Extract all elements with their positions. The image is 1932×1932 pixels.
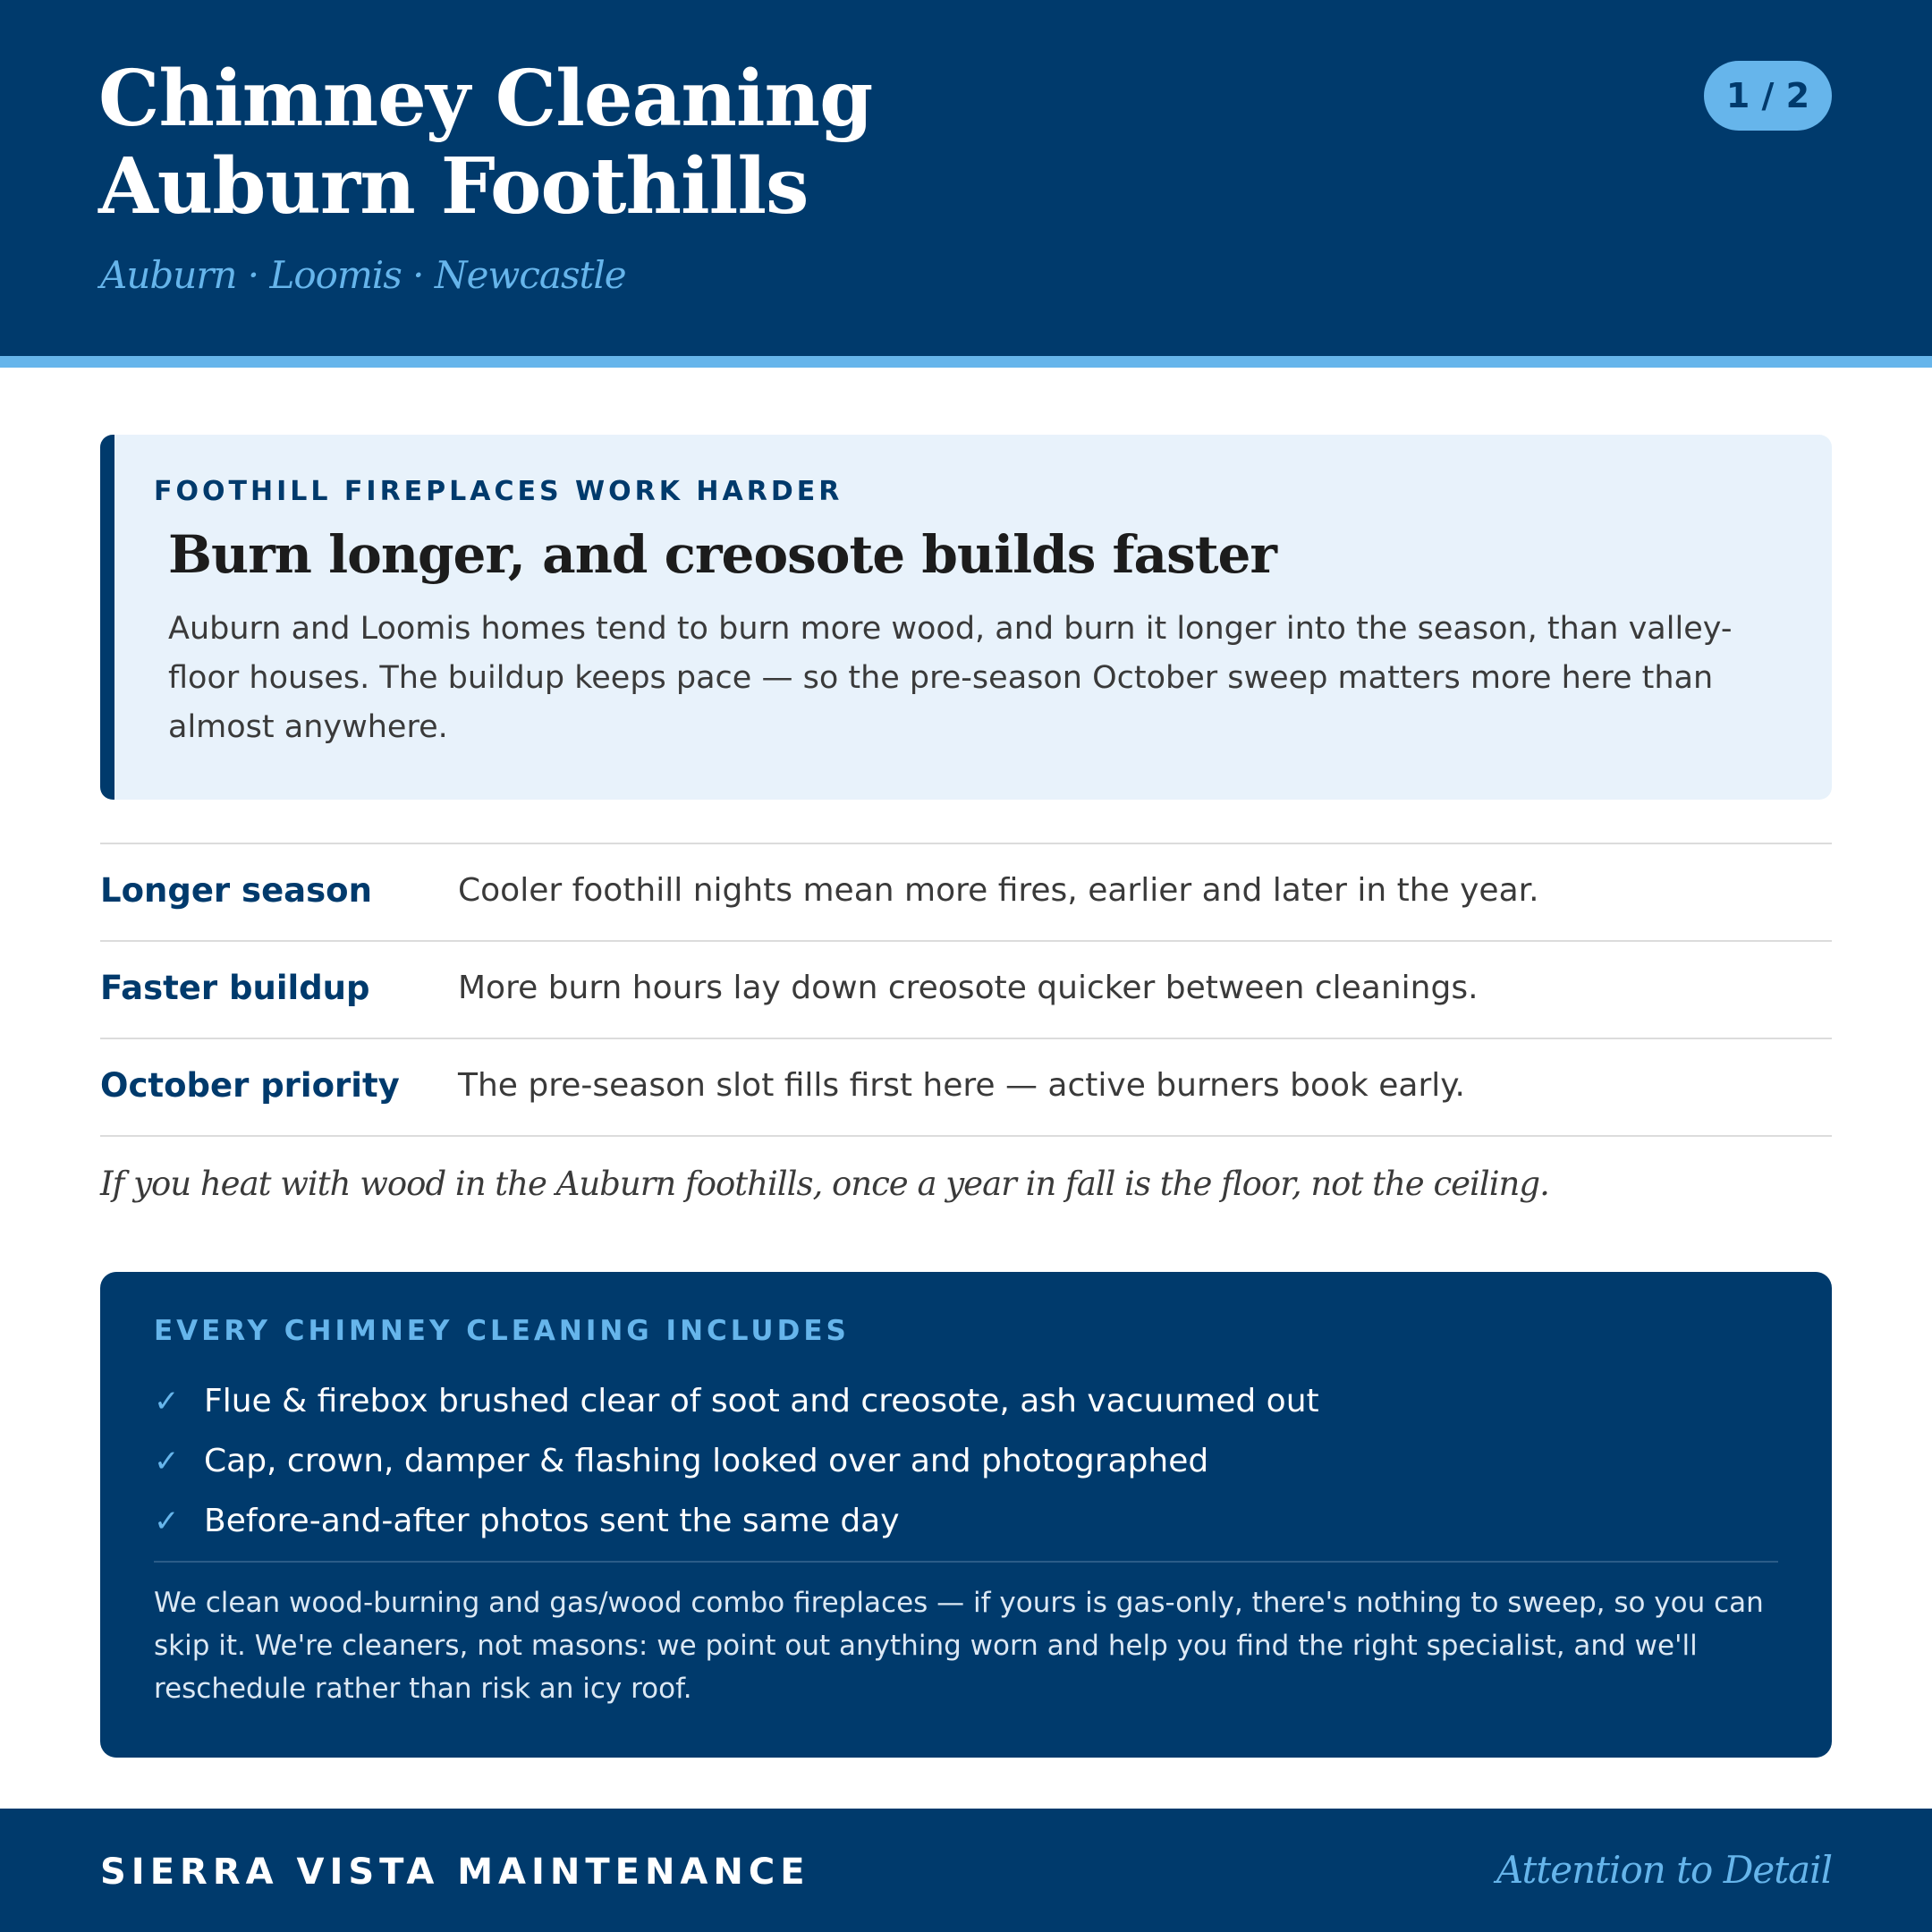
list-item xyxy=(154,1490,1782,1550)
check-icon: ✓ xyxy=(154,1384,180,1419)
fact-label: October priority xyxy=(100,1066,400,1105)
includes-eyebrow: EVERY CHIMNEY CLEANING INCLUDES xyxy=(154,1315,850,1347)
title-line-2: Auburn Foothills xyxy=(98,141,809,232)
table-row xyxy=(100,1039,1832,1137)
list-item xyxy=(154,1430,1782,1490)
table-row xyxy=(100,844,1832,942)
company-slogan: Attention to Detail xyxy=(1496,1848,1832,1892)
footer-bar xyxy=(0,1809,1932,1932)
fact-label: Longer season xyxy=(100,871,372,910)
includes-box xyxy=(100,1272,1832,1758)
check-icon: ✓ xyxy=(154,1444,180,1479)
fact-label: Faster buildup xyxy=(100,969,370,1007)
tagline: If you heat with wood in the Auburn foothills, once a year in fall is the floor, not the ceiling. xyxy=(100,1165,1549,1203)
callout-heading: Burn longer, and creosote builds faster xyxy=(168,524,1276,585)
company-name: SIERRA VISTA MAINTENANCE xyxy=(100,1852,810,1893)
title-line-1: Chimney Cleaning xyxy=(98,54,873,144)
page-title xyxy=(98,55,1440,231)
check-icon: ✓ xyxy=(154,1504,180,1539)
includes-list xyxy=(154,1370,1782,1550)
service-locations: Auburn · Loomis · Newcastle xyxy=(100,253,626,297)
header-banner xyxy=(0,0,1932,356)
list-item-text: Flue & firebox brushed clear of soot and creosote, ash vacuumed out xyxy=(204,1383,1319,1419)
page-indicator-badge: 1 / 2 xyxy=(1704,61,1832,131)
table-row xyxy=(100,942,1832,1039)
list-item-text: Before-and-after photos sent the same day xyxy=(204,1503,900,1539)
facts-table xyxy=(100,843,1832,1137)
includes-note: We clean wood-burning and gas/wood combo fireplaces — if yours is gas-only, there's nothing to sweep, so you can skip it. We're cleaners, not masons: we point out anything worn and help you find the right specialist, and we'll reschedule rather than risk an icy roof. xyxy=(154,1587,1764,1705)
list-item-text: Cap, crown, damper & flashing looked over and photographed xyxy=(204,1443,1209,1479)
fact-text: More burn hours lay down creosote quicker between cleanings. xyxy=(458,970,1479,1006)
list-item xyxy=(154,1370,1782,1430)
fact-text: Cooler foothill nights mean more fires, earlier and later in the year. xyxy=(458,872,1539,909)
header-accent-rule xyxy=(0,356,1932,368)
fact-text: The pre-season slot fills first here — active burners book early. xyxy=(458,1067,1465,1104)
callout-body: Auburn and Loomis homes tend to burn more wood, and burn it longer into the season, than valley-floor houses. The buildup keeps pace — so the pre-season October sweep matters more here than almost anywhere. xyxy=(168,611,1733,745)
includes-divider xyxy=(154,1561,1778,1563)
callout-eyebrow: FOOTHILL FIREPLACES WORK HARDER xyxy=(154,476,843,507)
